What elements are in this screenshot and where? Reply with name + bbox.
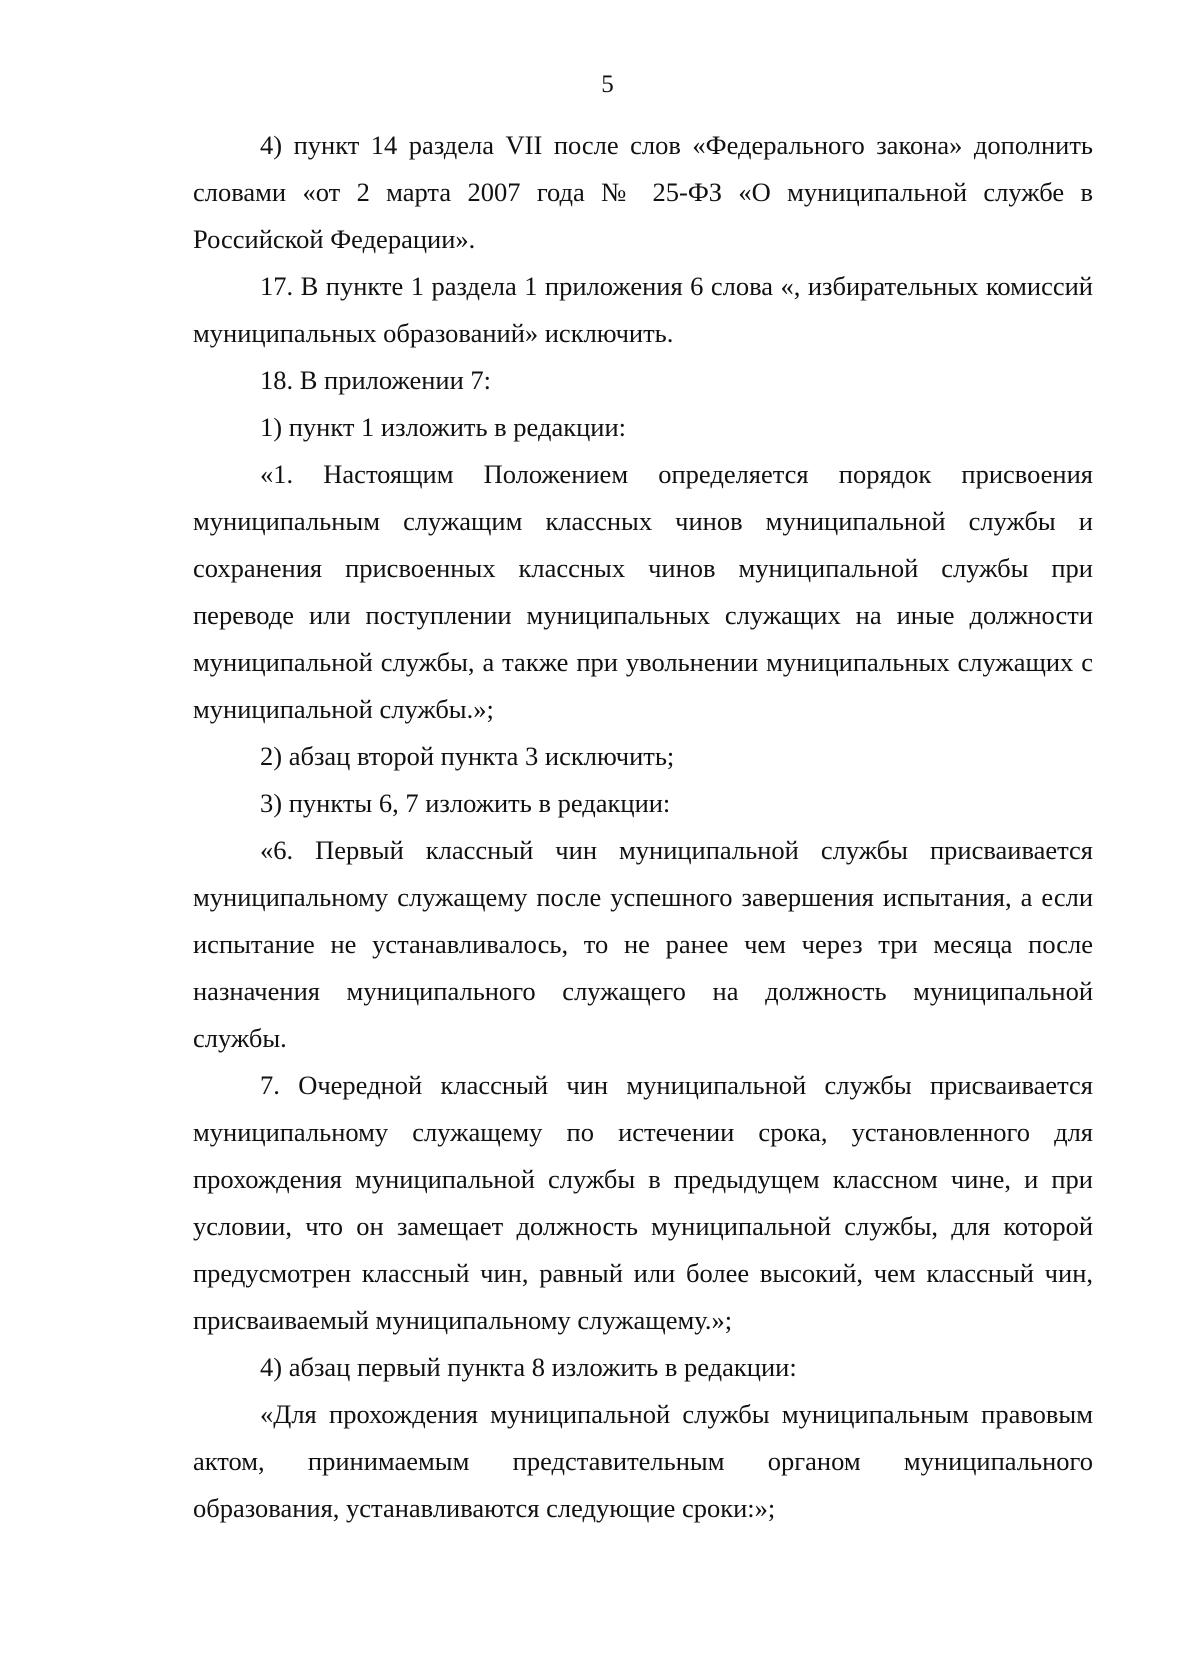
paragraph-item-2: 2) абзац второй пункта 3 исключить; <box>260 741 675 771</box>
paragraph-item-1: 1) пункт 1 изложить в редакции: <box>260 412 626 442</box>
paragraph-17: 17. В пункте 1 раздела 1 приложения 6 слова «, избирательных комиссий муниципальных образований» исключить. <box>193 271 1093 348</box>
document-body <box>193 122 1093 1532</box>
page-number: 5 <box>601 71 614 98</box>
paragraph-quoted-point-6: «6. Первый классный чин муниципальной службы присваивается муниципальному служащему после успешного завершения испытания, а если испытание не устанавливалось, то не ранее чем через три месяца после назначения муниципального служащего на должность муниципальной службы. <box>193 835 1093 1053</box>
paragraph-quoted-point-8: «Для прохождения муниципальной службы муниципальным правовым актом, принимаемым представительным органом муниципального образования, устанавливаются следующие сроки:»; <box>193 1399 1093 1523</box>
paragraph-item-4-section-vii: 4) пункт 14 раздела VII после слов «Федерального закона» дополнить словами «от 2 марта 2007 года № 25-ФЗ «О муниципальной службе в Российской Федерации». <box>193 130 1093 254</box>
paragraph-item-3: 3) пункты 6, 7 изложить в редакции: <box>260 788 671 818</box>
paragraph-18-heading: 18. В приложении 7: <box>260 365 491 395</box>
paragraph-quoted-point-1: «1. Настоящим Положением определяется порядок присвоения муниципальным служащим классных чинов муниципальной службы и сохранения присвоенных классных чинов муниципальной службы при переводе или поступлении муниципальных служащих на иные должности муниципальной службы, а также при увольнении муниципальных служащих с муниципальной службы.»; <box>193 459 1093 724</box>
paragraph-quoted-point-7: 7. Очередной классный чин муниципальной службы присваивается муниципальному служащему по истечении срока, установленного для прохождения муниципальной службы в предыдущем классном чине, и при условии, что он замещает должность муниципальной службы, для которой предусмотрен классный чин, равный или более высокий, чем классный чин, присваиваемый муниципальному служащему.»; <box>193 1070 1093 1335</box>
paragraph-item-4-point-8: 4) абзац первый пункта 8 изложить в редакции: <box>260 1352 797 1382</box>
